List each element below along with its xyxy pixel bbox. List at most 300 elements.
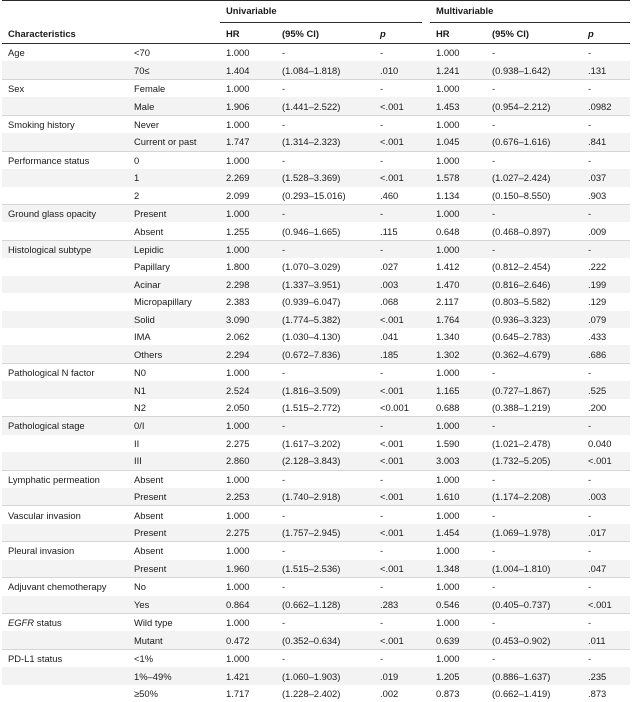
univariable-hr: 2.275 — [220, 435, 276, 452]
multivariable-ci: (0.676–1.616) — [486, 133, 582, 151]
row-subgroup: ≥50% — [128, 685, 220, 702]
univariable-p: - — [374, 204, 422, 222]
multivariable-ci: (0.816–2.646) — [486, 276, 582, 293]
univariable-ci: (0.939–6.047) — [276, 293, 374, 310]
row-subgroup: No — [128, 578, 220, 596]
multivariable-ci: (0.468–0.897) — [486, 222, 582, 240]
row-characteristic: Adjuvant chemotherapy — [2, 578, 128, 596]
multivariable-ci: - — [486, 506, 582, 524]
univariable-ci: - — [276, 417, 374, 435]
row-subgroup: Absent — [128, 222, 220, 240]
multivariable-p: - — [582, 240, 630, 258]
table-row — [2, 470, 630, 488]
row-subgroup: Micropapillary — [128, 293, 220, 310]
multivariable-p: .433 — [582, 328, 630, 345]
multivariable-ci: - — [486, 649, 582, 667]
multivariable-p: - — [582, 542, 630, 560]
multivariable-hr: 1.412 — [430, 258, 486, 275]
univariable-hr: 2.860 — [220, 452, 276, 470]
univariable-p: - — [374, 115, 422, 133]
row-characteristic — [2, 187, 128, 205]
results-table — [2, 0, 630, 702]
table-row — [2, 79, 630, 97]
table-row — [2, 614, 630, 632]
univariable-hr: 2.269 — [220, 169, 276, 186]
row-characteristic — [2, 311, 128, 328]
multivariable-hr: 1.000 — [430, 363, 486, 381]
row-subgroup: Solid — [128, 311, 220, 328]
univariable-p: .002 — [374, 685, 422, 702]
multivariable-ci: - — [486, 240, 582, 258]
univariable-p: - — [374, 506, 422, 524]
univariable-p: - — [374, 578, 422, 596]
row-characteristic: Sex — [2, 79, 128, 97]
multivariable-hr: 1.348 — [430, 560, 486, 578]
univariable-p: .283 — [374, 596, 422, 614]
table-row — [2, 452, 630, 470]
multivariable-hr: 0.546 — [430, 596, 486, 614]
multivariable-ci: - — [486, 204, 582, 222]
multivariable-p: .199 — [582, 276, 630, 293]
multivariable-ci: (0.727–1.867) — [486, 381, 582, 398]
multivariable-hr: 1.302 — [430, 345, 486, 363]
multivariable-p: .003 — [582, 488, 630, 506]
multivariable-hr: 1.000 — [430, 204, 486, 222]
row-characteristic — [2, 61, 128, 79]
multivariable-ci: (1.174–2.208) — [486, 488, 582, 506]
multivariable-p: .686 — [582, 345, 630, 363]
table-row — [2, 488, 630, 506]
univariable-p: .041 — [374, 328, 422, 345]
multivariable-ci: (0.453–0.902) — [486, 631, 582, 649]
univariable-p: <.001 — [374, 452, 422, 470]
multivariable-hr: 1.470 — [430, 276, 486, 293]
multivariable-hr: 1.000 — [430, 506, 486, 524]
univariable-ci: (1.528–3.369) — [276, 169, 374, 186]
univariable-hr: 0.472 — [220, 631, 276, 649]
univariable-hr: 1.000 — [220, 614, 276, 632]
multivariable-hr: 1.000 — [430, 542, 486, 560]
univariable-hr: 1.000 — [220, 151, 276, 169]
table-row — [2, 578, 630, 596]
row-subgroup: Never — [128, 115, 220, 133]
multivariable-hr: 1.134 — [430, 187, 486, 205]
multivariable-hr: 1.000 — [430, 79, 486, 97]
table-row — [2, 631, 630, 649]
multivariable-p: - — [582, 470, 630, 488]
multivariable-ci: - — [486, 417, 582, 435]
multivariable-hr: 1.000 — [430, 240, 486, 258]
row-subgroup: IMA — [128, 328, 220, 345]
univariable-ci: (0.352–0.634) — [276, 631, 374, 649]
header-subgroup — [128, 0, 220, 44]
multivariable-p: .009 — [582, 222, 630, 240]
multivariable-p: .0982 — [582, 97, 630, 115]
univariable-p: - — [374, 470, 422, 488]
univariable-hr: 2.275 — [220, 524, 276, 542]
row-subgroup: 1%–49% — [128, 667, 220, 684]
univariable-hr: 2.294 — [220, 345, 276, 363]
univariable-hr: 2.524 — [220, 381, 276, 398]
univariable-hr: 2.099 — [220, 187, 276, 205]
row-subgroup: Papillary — [128, 258, 220, 275]
row-characteristic — [2, 631, 128, 649]
multivariable-ci: (0.362–4.679) — [486, 345, 582, 363]
univariable-p: .010 — [374, 61, 422, 79]
multivariable-hr: 1.578 — [430, 169, 486, 186]
header-u-ci: (95% CI) — [276, 23, 374, 44]
row-characteristic — [2, 258, 128, 275]
table-row — [2, 506, 630, 524]
univariable-ci: (1.314–2.323) — [276, 133, 374, 151]
table-row — [2, 381, 630, 398]
row-characteristic — [2, 381, 128, 398]
multivariable-p: .017 — [582, 524, 630, 542]
row-characteristic — [2, 596, 128, 614]
multivariable-hr: 1.000 — [430, 417, 486, 435]
row-subgroup: <1% — [128, 649, 220, 667]
row-subgroup: Female — [128, 79, 220, 97]
multivariable-ci: (0.886–1.637) — [486, 667, 582, 684]
row-subgroup: N2 — [128, 399, 220, 417]
univariable-ci: - — [276, 649, 374, 667]
univariable-ci: (1.515–2.772) — [276, 399, 374, 417]
multivariable-hr: 1.000 — [430, 115, 486, 133]
table-body — [2, 44, 630, 702]
multivariable-ci: (1.732–5.205) — [486, 452, 582, 470]
row-subgroup: Lepidic — [128, 240, 220, 258]
multivariable-p: - — [582, 578, 630, 596]
row-characteristic — [2, 452, 128, 470]
row-characteristic — [2, 435, 128, 452]
multivariable-hr: 1.000 — [430, 44, 486, 62]
univariable-p: .460 — [374, 187, 422, 205]
table-row — [2, 293, 630, 310]
row-subgroup: II — [128, 435, 220, 452]
row-subgroup: 1 — [128, 169, 220, 186]
table-row — [2, 417, 630, 435]
row-characteristic — [2, 399, 128, 417]
row-subgroup: Present — [128, 560, 220, 578]
univariable-hr: 1.000 — [220, 506, 276, 524]
univariable-p: - — [374, 417, 422, 435]
univariable-ci: - — [276, 542, 374, 560]
row-characteristic: Pathological N factor — [2, 363, 128, 381]
row-subgroup: <70 — [128, 44, 220, 62]
univariable-ci: (1.060–1.903) — [276, 667, 374, 684]
header-m-p: p — [582, 23, 630, 44]
row-subgroup: Absent — [128, 506, 220, 524]
multivariable-p: .079 — [582, 311, 630, 328]
univariable-ci: - — [276, 240, 374, 258]
univariable-hr: 2.050 — [220, 399, 276, 417]
univariable-hr: 1.747 — [220, 133, 276, 151]
univariable-ci: (1.816–3.509) — [276, 381, 374, 398]
table-row — [2, 524, 630, 542]
univariable-ci: - — [276, 204, 374, 222]
multivariable-p: 0.040 — [582, 435, 630, 452]
header-univariable: Univariable — [220, 0, 422, 23]
multivariable-ci: (1.021–2.478) — [486, 435, 582, 452]
univariable-hr: 1.000 — [220, 542, 276, 560]
multivariable-p: - — [582, 506, 630, 524]
univariable-p: <.001 — [374, 631, 422, 649]
multivariable-ci: - — [486, 115, 582, 133]
univariable-ci: - — [276, 79, 374, 97]
univariable-ci: (1.757–2.945) — [276, 524, 374, 542]
table-row — [2, 151, 630, 169]
row-subgroup: 0 — [128, 151, 220, 169]
multivariable-ci: (0.388–1.219) — [486, 399, 582, 417]
row-characteristic: Lymphatic permeation — [2, 470, 128, 488]
univariable-ci: (1.228–2.402) — [276, 685, 374, 702]
multivariable-hr: 1.045 — [430, 133, 486, 151]
row-characteristic — [2, 169, 128, 186]
table-row — [2, 240, 630, 258]
univariable-ci: (1.515–2.536) — [276, 560, 374, 578]
multivariable-p: - — [582, 44, 630, 62]
row-characteristic: Age — [2, 44, 128, 62]
univariable-p: - — [374, 614, 422, 632]
univariable-hr: 1.000 — [220, 79, 276, 97]
table-row — [2, 204, 630, 222]
multivariable-ci: (1.069–1.978) — [486, 524, 582, 542]
multivariable-p: - — [582, 115, 630, 133]
row-subgroup: III — [128, 452, 220, 470]
table-row — [2, 222, 630, 240]
univariable-ci: (1.070–3.029) — [276, 258, 374, 275]
row-characteristic — [2, 560, 128, 578]
header-u-p: p — [374, 23, 422, 44]
univariable-p: .027 — [374, 258, 422, 275]
table-row — [2, 345, 630, 363]
univariable-ci: (0.662–1.128) — [276, 596, 374, 614]
multivariable-hr: 1.590 — [430, 435, 486, 452]
multivariable-p: .047 — [582, 560, 630, 578]
row-subgroup: Current or past — [128, 133, 220, 151]
univariable-p: - — [374, 363, 422, 381]
multivariable-ci: - — [486, 363, 582, 381]
univariable-hr: 1.000 — [220, 470, 276, 488]
multivariable-p: - — [582, 649, 630, 667]
row-characteristic — [2, 488, 128, 506]
univariable-hr: 2.253 — [220, 488, 276, 506]
table-row — [2, 596, 630, 614]
univariable-p: <.001 — [374, 488, 422, 506]
univariable-hr: 2.298 — [220, 276, 276, 293]
univariable-hr: 1.717 — [220, 685, 276, 702]
univariable-hr: 2.383 — [220, 293, 276, 310]
univariable-hr: 1.255 — [220, 222, 276, 240]
row-characteristic — [2, 222, 128, 240]
univariable-ci: (1.030–4.130) — [276, 328, 374, 345]
multivariable-ci: (0.938–1.642) — [486, 61, 582, 79]
multivariable-hr: 1.764 — [430, 311, 486, 328]
univariable-p: .185 — [374, 345, 422, 363]
multivariable-hr: 2.117 — [430, 293, 486, 310]
row-subgroup: Present — [128, 204, 220, 222]
row-characteristic: Histological subtype — [2, 240, 128, 258]
multivariable-p: .525 — [582, 381, 630, 398]
univariable-hr: 1.960 — [220, 560, 276, 578]
table-top-rule — [2, 0, 630, 1]
header-characteristics: Characteristics — [2, 0, 128, 44]
univariable-ci: (1.617–3.202) — [276, 435, 374, 452]
multivariable-ci: (0.812–2.454) — [486, 258, 582, 275]
row-subgroup: Acinar — [128, 276, 220, 293]
row-characteristic — [2, 524, 128, 542]
multivariable-hr: 1.454 — [430, 524, 486, 542]
multivariable-p: - — [582, 204, 630, 222]
univariable-ci: - — [276, 506, 374, 524]
univariable-p: <.001 — [374, 560, 422, 578]
univariable-hr: 1.000 — [220, 649, 276, 667]
multivariable-ci: (0.803–5.582) — [486, 293, 582, 310]
univariable-hr: 3.090 — [220, 311, 276, 328]
multivariable-ci: - — [486, 44, 582, 62]
univariable-p: <.001 — [374, 133, 422, 151]
univariable-ci: (1.084–1.818) — [276, 61, 374, 79]
multivariable-p: .841 — [582, 133, 630, 151]
multivariable-hr: 0.639 — [430, 631, 486, 649]
univariable-p: .003 — [374, 276, 422, 293]
multivariable-hr: 1.241 — [430, 61, 486, 79]
table-row — [2, 169, 630, 186]
row-characteristic: Pathological stage — [2, 417, 128, 435]
row-subgroup: Absent — [128, 542, 220, 560]
univariable-ci: - — [276, 115, 374, 133]
univariable-hr: 1.000 — [220, 44, 276, 62]
univariable-ci: - — [276, 44, 374, 62]
univariable-ci: (0.293–15.016) — [276, 187, 374, 205]
row-subgroup: Wild type — [128, 614, 220, 632]
table-row — [2, 399, 630, 417]
row-characteristic — [2, 97, 128, 115]
multivariable-p: .131 — [582, 61, 630, 79]
multivariable-ci: (0.936–3.323) — [486, 311, 582, 328]
univariable-ci: (0.672–7.836) — [276, 345, 374, 363]
multivariable-hr: 0.648 — [430, 222, 486, 240]
row-characteristic: Pleural invasion — [2, 542, 128, 560]
multivariable-ci: (1.027–2.424) — [486, 169, 582, 186]
row-characteristic — [2, 133, 128, 151]
table-row — [2, 363, 630, 381]
multivariable-ci: (1.004–1.810) — [486, 560, 582, 578]
multivariable-p: .235 — [582, 667, 630, 684]
multivariable-ci: - — [486, 578, 582, 596]
row-subgroup: 70≤ — [128, 61, 220, 79]
multivariable-hr: 1.340 — [430, 328, 486, 345]
univariable-p: - — [374, 79, 422, 97]
multivariable-hr: 1.165 — [430, 381, 486, 398]
row-characteristic: EGFR status — [2, 614, 128, 632]
univariable-ci: (0.946–1.665) — [276, 222, 374, 240]
table-row — [2, 276, 630, 293]
table-row — [2, 667, 630, 684]
row-characteristic: Performance status — [2, 151, 128, 169]
multivariable-ci: (0.150–8.550) — [486, 187, 582, 205]
multivariable-p: - — [582, 79, 630, 97]
multivariable-hr: 1.000 — [430, 614, 486, 632]
multivariable-ci: - — [486, 151, 582, 169]
univariable-p: <.001 — [374, 381, 422, 398]
univariable-hr: 1.906 — [220, 97, 276, 115]
header-m-hr: HR — [430, 23, 486, 44]
multivariable-ci: (0.662–1.419) — [486, 685, 582, 702]
multivariable-ci: (0.405–0.737) — [486, 596, 582, 614]
univariable-p: - — [374, 649, 422, 667]
multivariable-p: .903 — [582, 187, 630, 205]
multivariable-p: .037 — [582, 169, 630, 186]
multivariable-p: - — [582, 363, 630, 381]
univariable-p: <.001 — [374, 97, 422, 115]
header-u-hr: HR — [220, 23, 276, 44]
univariable-p: .115 — [374, 222, 422, 240]
multivariable-p: - — [582, 614, 630, 632]
multivariable-hr: 1.610 — [430, 488, 486, 506]
table-row — [2, 328, 630, 345]
univariable-ci: (2.128–3.843) — [276, 452, 374, 470]
univariable-hr: 1.000 — [220, 363, 276, 381]
row-subgroup: Others — [128, 345, 220, 363]
univariable-ci: (1.774–5.382) — [276, 311, 374, 328]
univariable-p: <.001 — [374, 435, 422, 452]
row-subgroup: 0/I — [128, 417, 220, 435]
multivariable-ci: (0.954–2.212) — [486, 97, 582, 115]
table-row — [2, 542, 630, 560]
multivariable-hr: 1.000 — [430, 151, 486, 169]
univariable-hr: 1.421 — [220, 667, 276, 684]
table-row — [2, 97, 630, 115]
univariable-ci: (1.337–3.951) — [276, 276, 374, 293]
multivariable-p: <.001 — [582, 596, 630, 614]
table-row — [2, 649, 630, 667]
row-characteristic — [2, 328, 128, 345]
multivariable-ci: - — [486, 470, 582, 488]
univariable-ci: (1.441–2.522) — [276, 97, 374, 115]
multivariable-p: .873 — [582, 685, 630, 702]
row-subgroup: N0 — [128, 363, 220, 381]
table-row — [2, 115, 630, 133]
table-row — [2, 44, 630, 62]
table-row — [2, 258, 630, 275]
univariable-hr: 1.000 — [220, 417, 276, 435]
univariable-p: <0.001 — [374, 399, 422, 417]
multivariable-p: - — [582, 151, 630, 169]
multivariable-hr: 1.000 — [430, 470, 486, 488]
row-subgroup: Present — [128, 488, 220, 506]
table-row — [2, 61, 630, 79]
row-subgroup: Present — [128, 524, 220, 542]
row-characteristic — [2, 667, 128, 684]
univariable-p: - — [374, 44, 422, 62]
multivariable-p: .129 — [582, 293, 630, 310]
table-row — [2, 311, 630, 328]
multivariable-p: .011 — [582, 631, 630, 649]
univariable-p: <.001 — [374, 169, 422, 186]
table-row — [2, 133, 630, 151]
multivariable-ci: (0.645–2.783) — [486, 328, 582, 345]
univariable-p: - — [374, 542, 422, 560]
univariable-p: .019 — [374, 667, 422, 684]
row-characteristic: PD-L1 status — [2, 649, 128, 667]
row-subgroup: N1 — [128, 381, 220, 398]
univariable-ci: - — [276, 151, 374, 169]
univariable-hr: 2.062 — [220, 328, 276, 345]
multivariable-ci: - — [486, 614, 582, 632]
table-row — [2, 685, 630, 702]
multivariable-hr: 0.873 — [430, 685, 486, 702]
